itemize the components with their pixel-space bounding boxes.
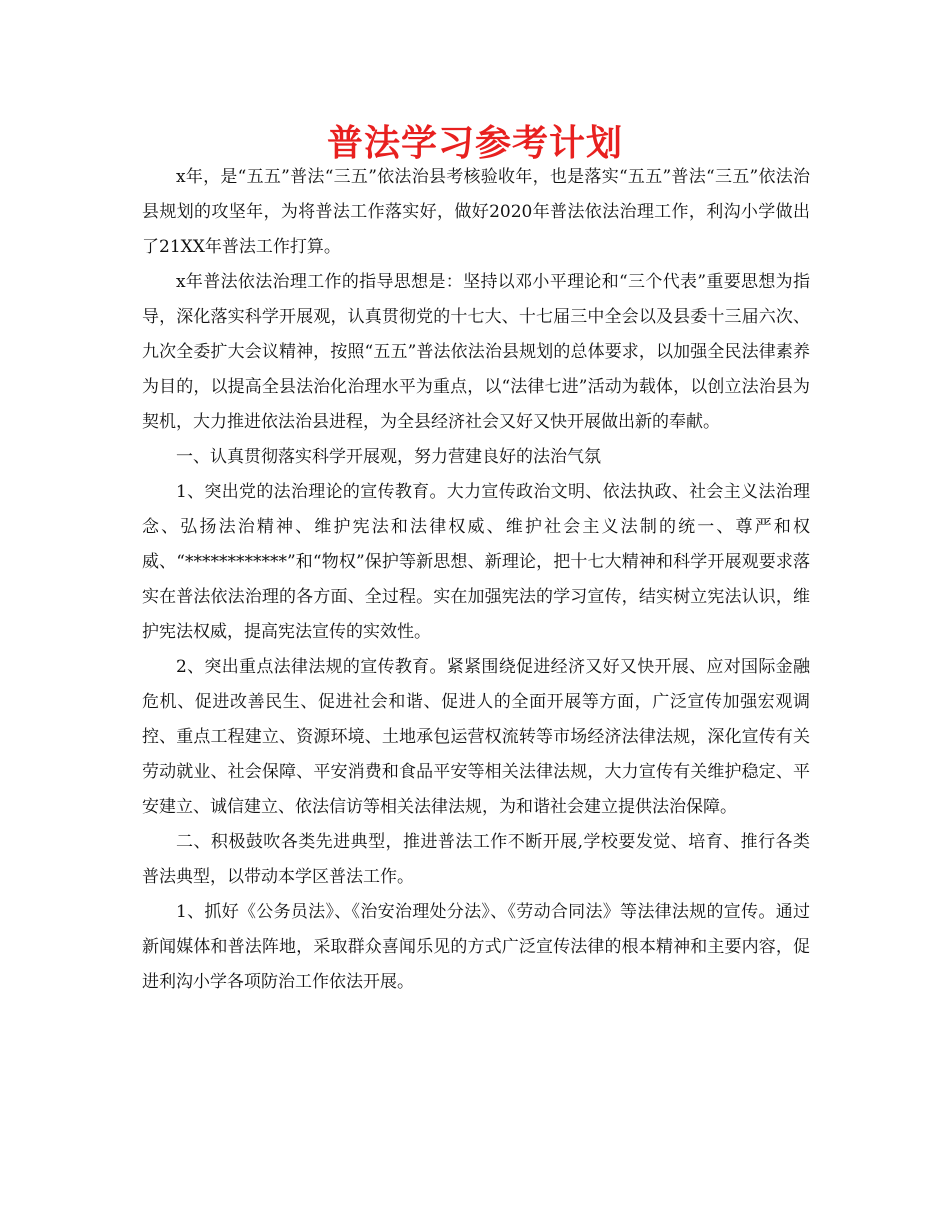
paragraph: 1、突出党的法治理论的宣传教育。大力宣传政治文明、依法执政、社会主义法治理念、弘扬法治精神、维护宪法和法律权威、维护社会主义法制的统一、尊严和权威、“************”和“物权”保护等新思想、新理论，把十七大精神和科学开展观要求落实在普法依法治理的各方面、全过程。实在加强宪法的学习宣传，结实树立宪法认识，维护宪法权威，提高宪法宣传的实效性。 <box>142 482 810 642</box>
section-heading: 二、积极鼓吹各类先进典型，推进普法工作不断开展,学校要发觉、培育、推行各类普法典型，以带动本学区普法工作。 <box>142 832 810 887</box>
paragraph: x年，是“五五”普法“三五”依法治县考核验收年，也是落实“五五”普法“三五”依法治县规划的攻坚年，为将普法工作落实好，做好2020年普法依法治理工作，利沟小学做出了21XX年普法工作打算。 <box>142 167 810 257</box>
document-title: 普法学习参考计划 <box>326 123 623 164</box>
section-heading: 一、认真贯彻落实科学开展观，努力营建良好的法治气氛 <box>176 447 601 467</box>
document-body <box>142 160 810 1000</box>
paragraph: 2、突出重点法律法规的宣传教育。紧紧围绕促进经济又好又快开展、应对国际金融危机、促进改善民生、促进社会和谐、促进人的全面开展等方面，广泛宣传加强宏观调控、重点工程建立、资源环境、土地承包运营权流转等市场经济法律法规，深化宣传有关劳动就业、社会保障、平安消费和食品平安等相关法律法规，大力宣传有关维护稳定、平安建立、诚信建立、依法信访等相关法律法规，为和谐社会建立提供法治保障。 <box>142 657 810 817</box>
paragraph: 1、抓好《公务员法》、《治安治理处分法》、《劳动合同法》等法律法规的宣传。通过新闻媒体和普法阵地，采取群众喜闻乐见的方式广泛宣传法律的根本精神和主要内容，促进利沟小学各项防治工作依法开展。 <box>142 902 810 992</box>
paragraph: x年普法依法治理工作的指导思想是：坚持以邓小平理论和“三个代表”重要思想为指导，深化落实科学开展观，认真贯彻党的十七大、十七届三中全会以及县委十三届六次、九次全委扩大会议精神，按照“五五”普法依法治县规划的总体要求，以加强全民法律素养为目的，以提高全县法治化治理水平为重点，以“法律七进”活动为载体，以创立法治县为契机，大力推进依法治县进程，为全县经济社会又好又快开展做出新的奉献。 <box>142 272 810 432</box>
